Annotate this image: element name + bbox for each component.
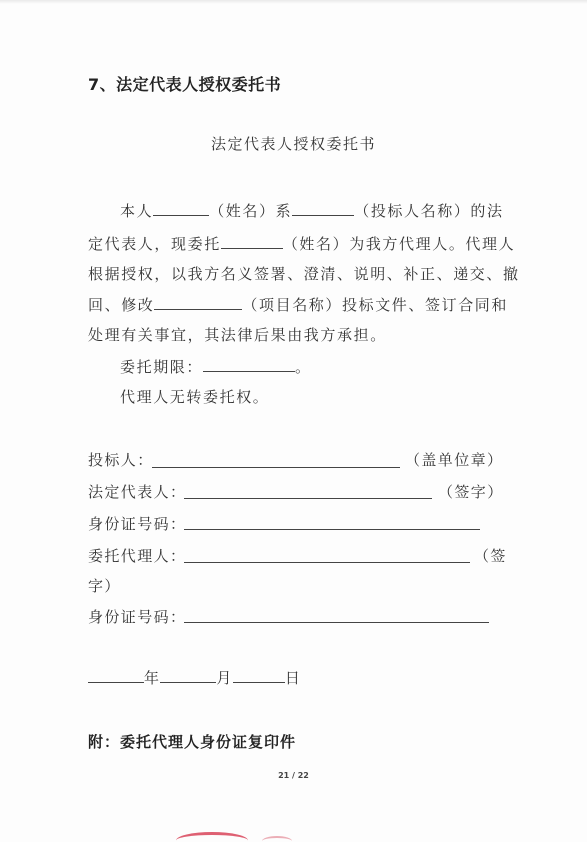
id-number-line-2[interactable] [184,621,489,623]
letter-line-1 [120,200,504,221]
letter-text: （姓名）为我方代理人。代理人 [282,235,516,253]
letter-text: （姓名）系 [209,202,293,220]
term-blank[interactable] [203,356,295,372]
term-end: 。 [295,358,312,376]
seal-stamp-fragment [176,832,248,849]
year-label: 年 [144,669,161,687]
legal-rep-note: （签字） [438,483,504,501]
letter-text: 本人 [120,202,154,220]
page-number: 21 / 22 [278,771,309,780]
legal-rep-signature-line[interactable] [184,497,432,499]
id-number-line-1[interactable] [184,528,480,530]
letter-line-5: 处理有关事宜，其法律后果由我方承担。 [88,326,387,344]
agent-note-b: 字） [88,577,121,595]
letter-line-4 [88,294,508,315]
letter-text: （项目名称）投标文件、签订合同和 [242,296,509,314]
letter-line-2 [88,233,515,254]
id-number-label-2: 身份证号码： [88,608,187,626]
section-heading: 7、法定代表人授权委托书 [88,75,282,94]
letter-text: 定代表人，现委托 [88,235,221,253]
project-name-blank[interactable] [154,294,242,310]
agent-signature-line[interactable] [184,561,470,563]
name-blank[interactable] [153,200,209,216]
agent-name-blank[interactable] [221,233,283,249]
no-sub-delegation: 代理人无转委托权。 [120,388,270,406]
id-number-label-1: 身份证号码： [88,515,187,533]
day-blank[interactable] [233,667,285,683]
term-label: 委托期限： [120,358,204,376]
annex-note: 附：委托代理人身份证复印件 [88,733,297,751]
page-top-edge [0,0,587,4]
bidder-note: （盖单位章） [405,451,504,469]
month-blank[interactable] [160,667,216,683]
bidder-label: 投标人： [88,451,154,469]
term-line [120,356,312,377]
document-title: 法定代表人授权委托书 [210,135,376,153]
letter-text: 回、修改 [88,296,155,314]
seal-stamp-fragment-2 [262,836,292,846]
letter-text: （投标人名称）的法 [354,202,504,220]
day-label: 日 [284,669,302,687]
legal-rep-label: 法定代表人： [88,483,187,501]
agent-label: 委托代理人： [88,547,187,565]
year-blank[interactable] [88,667,144,683]
letter-line-3: 根据授权，以我方名义签署、澄清、说明、补正、递交、撤 [88,265,520,283]
month-label: 月 [216,669,233,687]
bidder-name-blank[interactable] [292,200,354,216]
date-line [88,667,301,688]
bidder-signature-line[interactable] [152,466,400,468]
agent-note-a: （签 [474,547,507,565]
